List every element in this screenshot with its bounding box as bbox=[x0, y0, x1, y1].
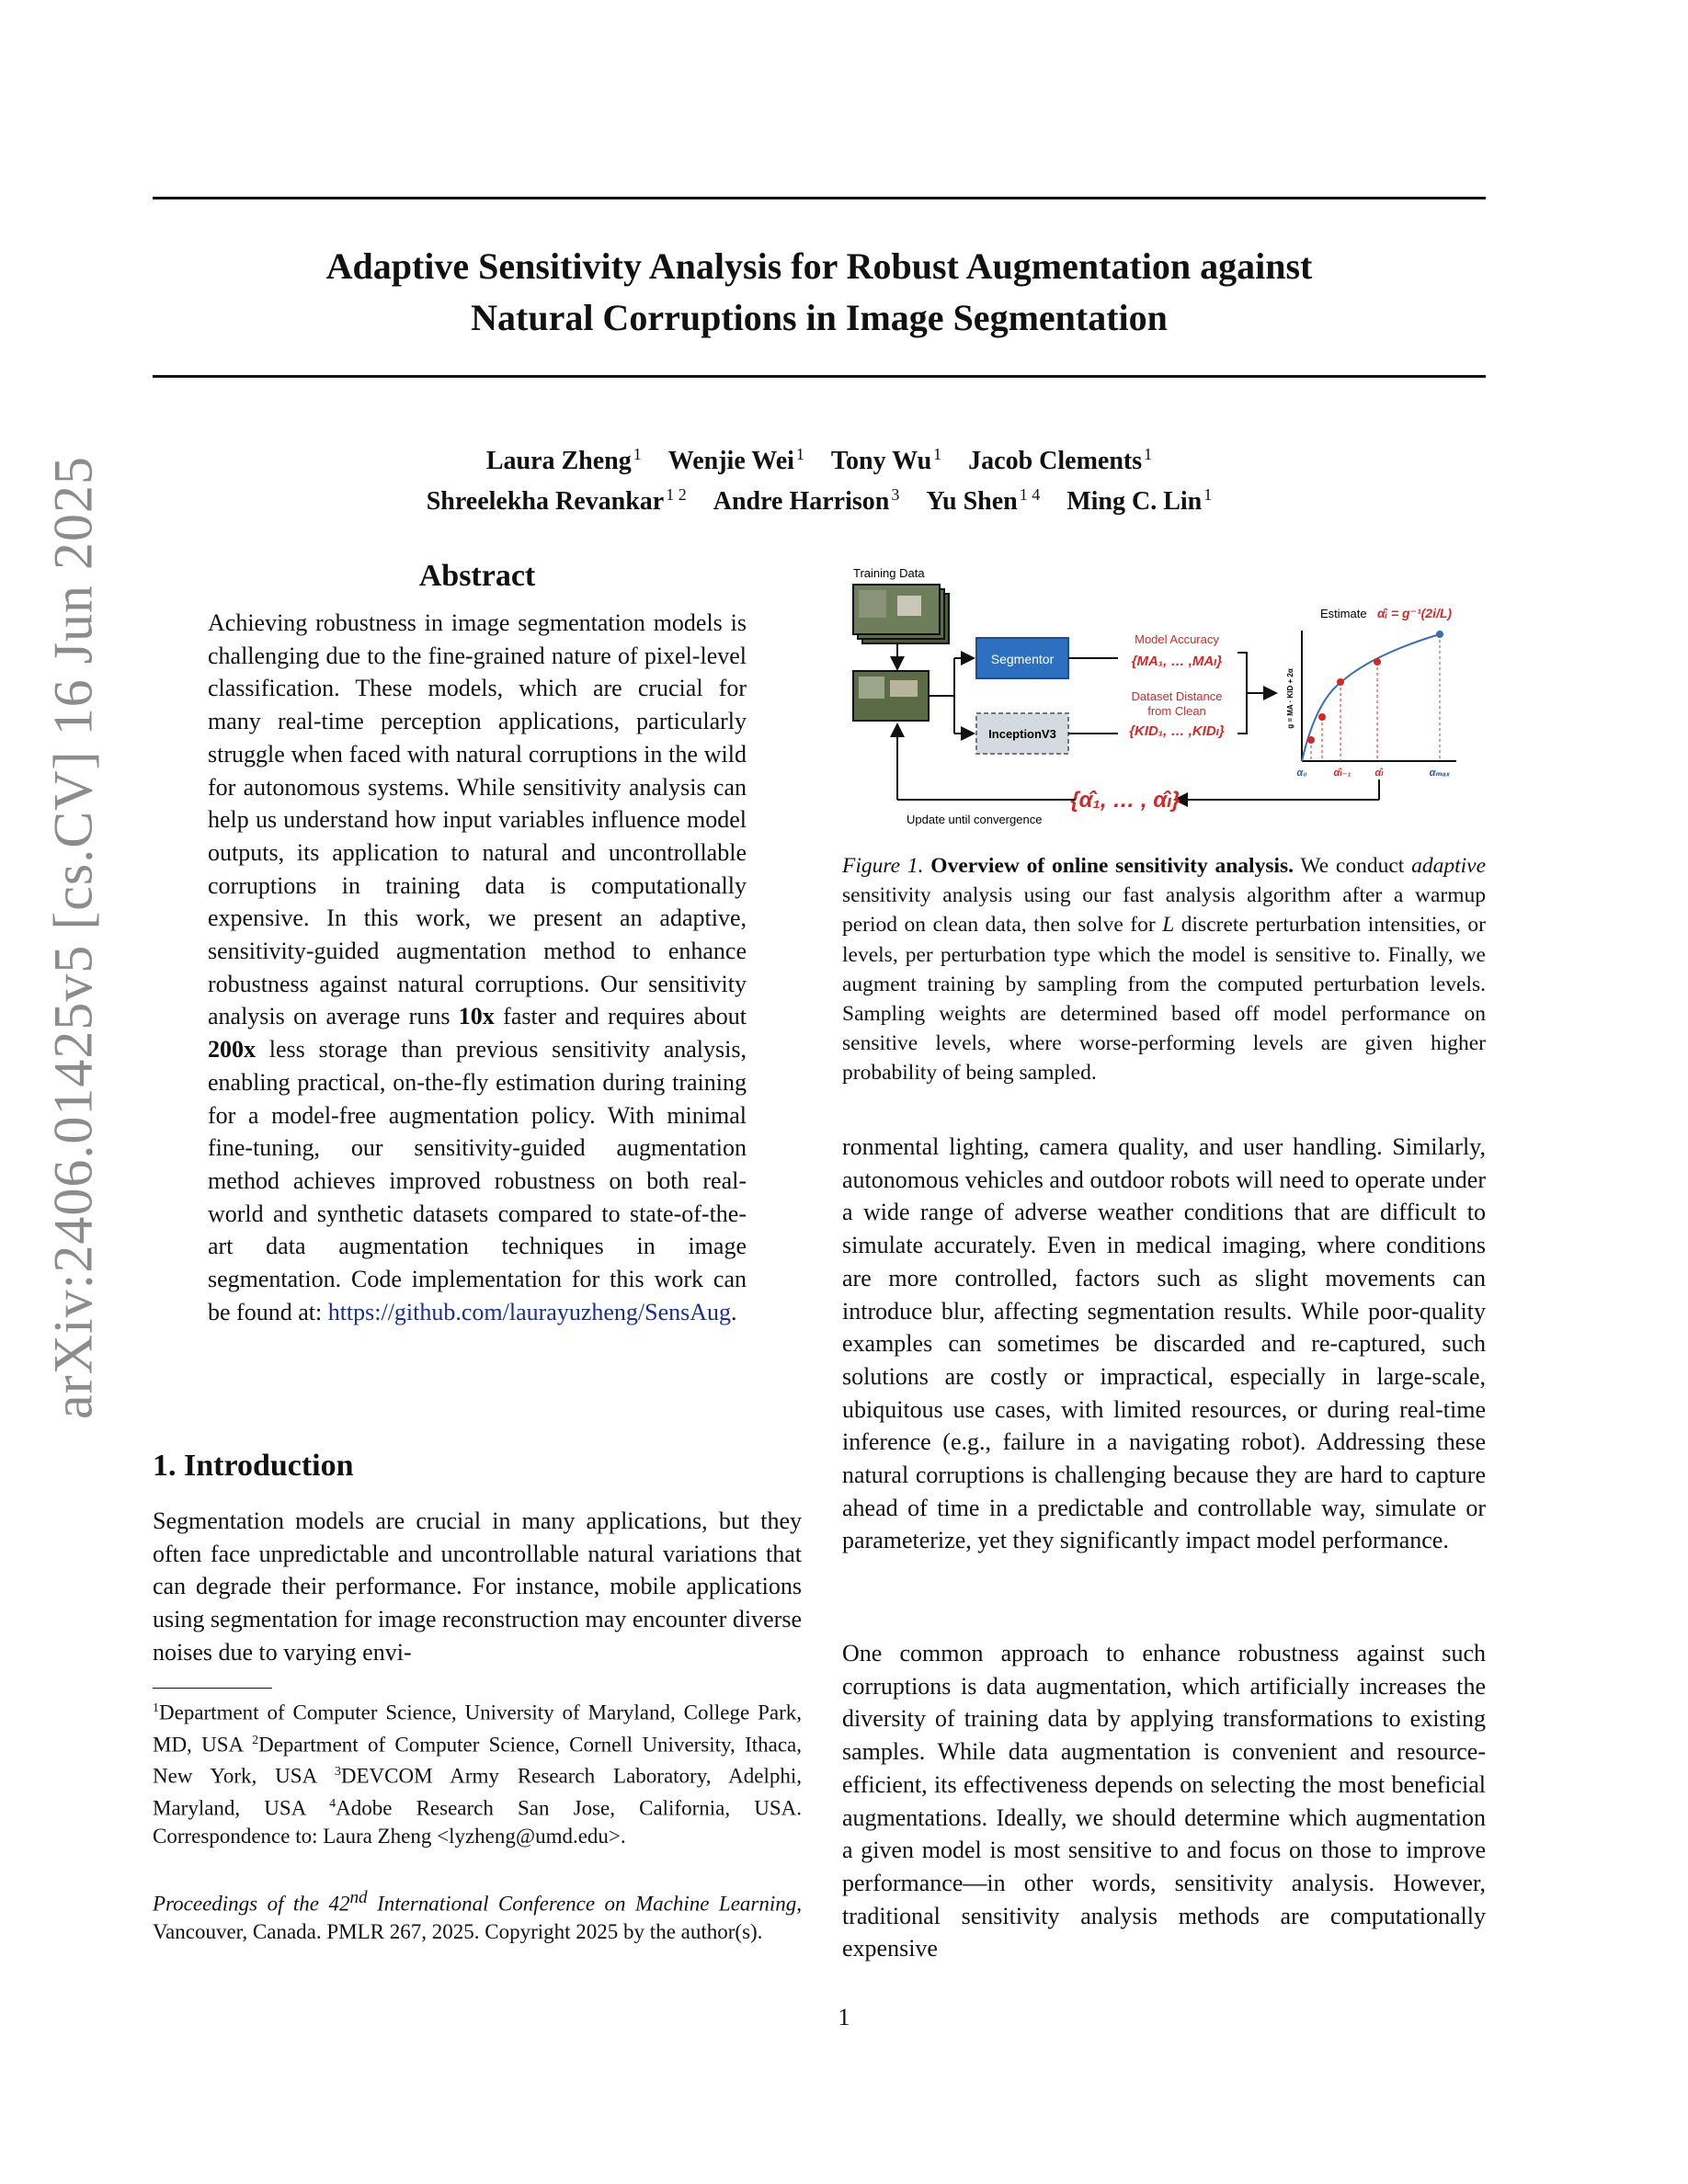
section-heading-introduction: 1. Introduction bbox=[153, 1449, 354, 1483]
alpha-estimates-set: {α̂₁, … , α̂ₗ} bbox=[1070, 788, 1180, 813]
proceedings-note: Proceedings of the 42nd International Conference on Machine Learning, Vancouver, Canada. PMLR 267, 2025. Copyright 2025 by the author(s). bbox=[153, 1888, 802, 1943]
level-point bbox=[1374, 658, 1381, 665]
level-point bbox=[1318, 713, 1326, 721]
kid-set: {KID₁, … ,KIDₗ} bbox=[1129, 723, 1225, 739]
figure-1-diagram bbox=[842, 563, 1486, 829]
intro-paragraph-right-1: ronmental lighting, camera quality, and user handling. Similarly, autonomous vehicles and outdoor robots will need to operate under a wide range of adverse weather conditions that are difficult to simulate accurately. Even in medical imaging, where conditions are more controlled, factors such as slight movements can introduce blur, affecting segmentation results. While poor-quality examples can sometimes be discarded and re-captured, such solutions are costly or impractical, especially in large-scale, ubiquitous use cases, with limited resources, or during real-time inference (e.g., failure in a navigating robot). Addressing these natural corruptions is challenging because they are hard to capture ahead of time in a predictable and controllable way, simulate or parameterize, yet they significantly impact model performance. bbox=[842, 1133, 1486, 1554]
x-tick-alpha-max: αₘₐₓ bbox=[1429, 768, 1451, 779]
author: Andre Harrison $^3$ bbox=[713, 485, 900, 516]
title-line-1: Adaptive Sensitivity Analysis for Robust Augmentation against bbox=[325, 245, 1313, 287]
abstract-heading: Abstract bbox=[418, 559, 536, 593]
author: Jacob Clements $^1$ bbox=[968, 445, 1153, 475]
estimate-label: Estimate bbox=[1320, 607, 1367, 620]
sensitivity-curve bbox=[1302, 634, 1440, 761]
level-point bbox=[1337, 678, 1344, 686]
authors-row-2 bbox=[153, 478, 1486, 518]
author: Shreelekha Revankar $^{1 2}$ bbox=[426, 485, 687, 516]
training-images-stack bbox=[853, 585, 949, 643]
x-tick-alpha-0: α₀ bbox=[1296, 768, 1307, 779]
authors-row-1 bbox=[153, 438, 1486, 478]
update-until-convergence-label: Update until convergence bbox=[907, 813, 1043, 826]
x-tick-alpha-l: α̂ₗ bbox=[1374, 768, 1384, 779]
figure-1-caption: Figure 1. Overview of online sensitivity analysis. We conduct adaptive sensitivity analysis using our fast analysis algorithm after a warmup period on clean data, then solve for L discrete perturbation intensities, or levels, per perturbation type which the model is sensitive to. Finally, we augment training by sampling from the computed perturbation levels. Sampling weights are determined based off model performance on sensitive levels, where worse-performing levels are given higher probability of being sampled. bbox=[842, 854, 1486, 1086]
model-accuracy-label: Model Accuracy bbox=[1135, 632, 1219, 646]
segmentor-label: Segmentor bbox=[990, 652, 1055, 666]
arxiv-side-stamp: arXiv:2406.01425v5 [cs.CV] 16 Jun 2025 bbox=[42, 456, 104, 1419]
input-image bbox=[853, 671, 929, 721]
footnote-rule bbox=[153, 1688, 272, 1689]
model-accuracy-set: {MA₁, … ,MAₗ} bbox=[1131, 654, 1223, 669]
training-data-label: Training Data bbox=[853, 566, 925, 580]
x-tick-alpha-l-minus-1: α̂ₗ₋₁ bbox=[1333, 768, 1352, 779]
dataset-distance-label: Dataset Distance bbox=[1131, 689, 1223, 703]
intro-paragraph-left: Segmentation models are crucial in many applications, but they often face unpredictable and uncontrollable natural variations that can degrade their performance. For instance, mobile applications using segmentation for image reconstruction may encounter diverse noises due to varying envi- bbox=[153, 1507, 802, 1666]
title-top-rule bbox=[153, 197, 1486, 199]
author: Laura Zheng $^1$ bbox=[485, 445, 642, 475]
author: Tony Wu $^1$ bbox=[830, 445, 942, 475]
paper-title bbox=[153, 241, 1486, 344]
intro-paragraph-right-2: One common approach to enhance robustness against such corruptions is data augmentation, which artificially increases the diversity of training data by applying transformations to existing samples. While data augmentation is convenient and resource-efficient, its effectiveness depends on selecting the most beneficial augmentations. Ideally, we should determine which augmentation a given model is most sensitive to and focus on those to improve performance—in other words, sensitivity analysis. However, traditional sensitivity analysis methods are computationally expensive bbox=[842, 1640, 1486, 1962]
max-point bbox=[1436, 631, 1443, 638]
from-clean-label: from Clean bbox=[1147, 704, 1206, 718]
author: Wenjie Wei $^1$ bbox=[667, 445, 804, 475]
level-point bbox=[1307, 736, 1315, 744]
author-list bbox=[153, 438, 1486, 518]
author: Yu Shen $^{1 4}$ bbox=[926, 485, 1041, 516]
title-bottom-rule bbox=[153, 375, 1486, 378]
abstract-body: Achieving robustness in image segmentation models is challenging due to the fine-grained nature of pixel-level classification. These models, which are crucial for many real-time perception applications, particularly struggle when faced with natural corruptions in the wild for autonomous systems. While sensitivity analysis can help us understand how input variables influence model outputs, its application to natural and uncontrollable corruptions in training data is computationally expensive. In this work, we present an adaptive, sensitivity-guided augmentation method to enhance robustness against natural corruptions. Our sensitivity analysis on average runs 10x faster and requires about 200x less storage than previous sensitivity analysis, enabling practical, on-the-fly estimation during training for a model-free augmentation policy. With minimal fine-tuning, our sensitivity-guided augmentation method achieves improved robustness on both real-world and synthetic datasets compared to state-of-the-art data augmentation techniques in image segmentation. Code implementation for this work can be found at: https://github.com/laurayuzheng/SensAug. bbox=[208, 609, 747, 1325]
sensitivity-plot bbox=[1286, 631, 1456, 779]
code-link[interactable]: https://github.com/laurayuzheng/SensAug bbox=[327, 1298, 732, 1325]
author: Ming C. Lin $^1$ bbox=[1066, 485, 1213, 516]
title-line-2: Natural Corruptions in Image Segmentation bbox=[471, 297, 1168, 338]
page-number: 1 bbox=[838, 2004, 850, 2030]
affiliations-footnote: $^1$Department of Computer Science, University of Maryland, College Park, MD, USA $^2$Department of Computer Science, Cornell University, Ithaca, New York, USA $^3$DEVCOM Army Research Laboratory, Adelphi, Maryland, USA $^4$Adobe Research San Jose, California, USA. Correspondence to: Laura Zheng <lyzheng@umd.edu>. bbox=[153, 1701, 802, 1848]
y-axis-label: g = MA · KID + 2α bbox=[1286, 668, 1295, 729]
inception-label: InceptionV3 bbox=[988, 727, 1056, 741]
estimate-formula: α̂ᵢ = g⁻¹(2i/L) bbox=[1377, 606, 1453, 620]
